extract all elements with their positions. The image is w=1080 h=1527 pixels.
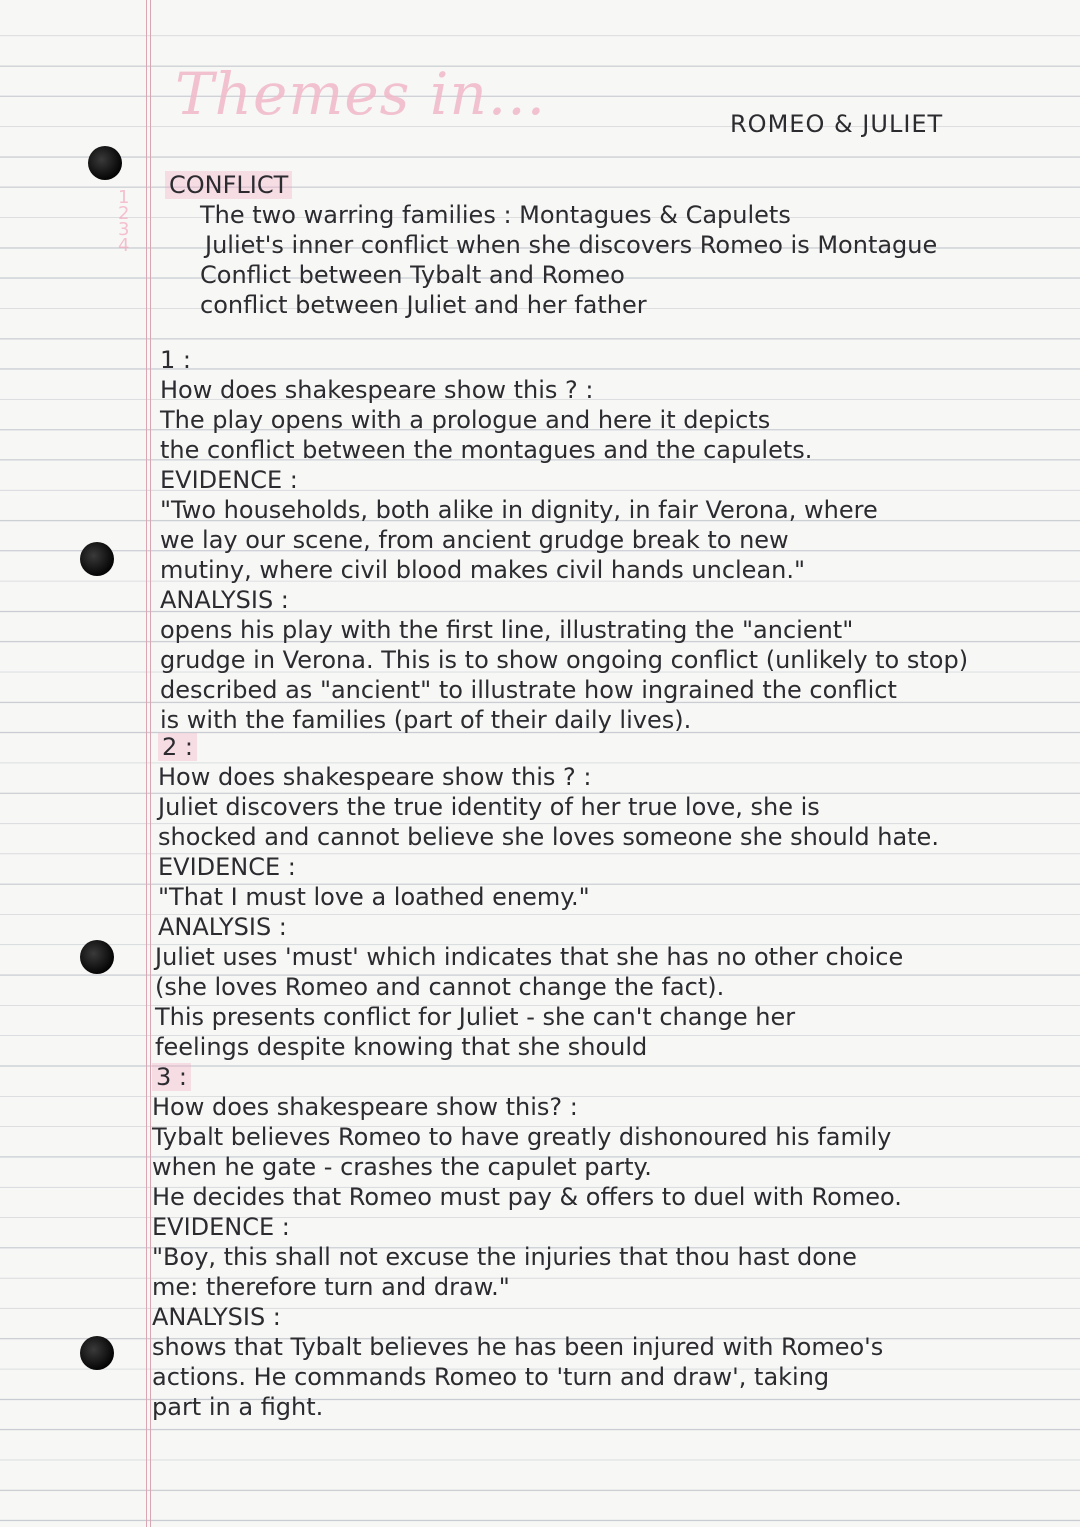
conflict-point: Conflict between Tybalt and Romeo — [200, 261, 625, 289]
conflict-heading: CONFLICT — [165, 170, 292, 200]
section-number: 1 : — [160, 346, 191, 374]
section-text: when he gate - crashes the capulet party. — [152, 1153, 652, 1181]
section-text: He decides that Romeo must pay & offers to duel with Romeo. — [152, 1183, 902, 1211]
conflict-point: Juliet's inner conflict when she discovers Romeo is Montague — [205, 231, 938, 259]
section-number: 3 : — [152, 1062, 191, 1092]
conflict-point: conflict between Juliet and her father — [200, 291, 647, 319]
conflict-point: The two warring families : Montagues & Capulets — [200, 201, 791, 229]
section-number: 2 : — [158, 732, 197, 762]
section-text: the conflict between the montagues and the capulets. — [160, 436, 813, 464]
analysis-text: (she loves Romeo and cannot change the fact). — [155, 973, 725, 1001]
analysis-text: opens his play with the first line, illustrating the "ancient" — [160, 616, 854, 644]
section-question: How does shakespeare show this ? : — [158, 763, 592, 791]
margin-numbers: 1 2 3 4 — [118, 187, 130, 256]
punch-hole — [80, 940, 114, 974]
page-title: ROMEO & JULIET — [730, 110, 944, 138]
analysis-label: ANALYSIS : — [152, 1303, 281, 1331]
evidence-quote: me: therefore turn and draw." — [152, 1273, 510, 1301]
section-text: shocked and cannot believe she loves someone she should hate. — [158, 823, 939, 851]
evidence-quote: "That I must love a loathed enemy." — [158, 883, 590, 911]
evidence-quote: "Boy, this shall not excuse the injuries that thou hast done — [152, 1243, 857, 1271]
margin-line-right — [150, 0, 151, 1527]
section-question: How does shakespeare show this ? : — [160, 376, 594, 404]
analysis-text: is with the families (part of their daily lives). — [160, 706, 692, 734]
section-question: How does shakespeare show this? : — [152, 1093, 578, 1121]
evidence-label: EVIDENCE : — [160, 466, 298, 494]
analysis-text: actions. He commands Romeo to 'turn and draw', taking — [152, 1363, 830, 1391]
analysis-text: described as "ancient" to illustrate how ingrained the conflict — [160, 676, 897, 704]
analysis-text: shows that Tybalt believes he has been injured with Romeo's — [152, 1333, 884, 1361]
evidence-quote: mutiny, where civil blood makes civil hands unclean." — [160, 556, 806, 584]
section-text: Tybalt believes Romeo to have greatly dishonoured his family — [152, 1123, 892, 1151]
analysis-text: part in a fight. — [152, 1393, 324, 1421]
analysis-text: grudge in Verona. This is to show ongoing conflict (unlikely to stop) — [160, 646, 969, 674]
punch-hole — [80, 1336, 114, 1370]
analysis-text: This presents conflict for Juliet - she can't change her — [155, 1003, 796, 1031]
evidence-label: EVIDENCE : — [158, 853, 296, 881]
margin-line-left — [146, 0, 147, 1527]
section-text: Juliet discovers the true identity of her true love, she is — [158, 793, 820, 821]
analysis-text: feelings despite knowing that she should — [155, 1033, 648, 1061]
evidence-label: EVIDENCE : — [152, 1213, 290, 1241]
analysis-text: Juliet uses 'must' which indicates that she has no other choice — [155, 943, 904, 971]
punch-hole — [80, 542, 114, 576]
evidence-quote: we lay our scene, from ancient grudge break to new — [160, 526, 789, 554]
analysis-label: ANALYSIS : — [158, 913, 287, 941]
punch-hole — [88, 146, 122, 180]
analysis-label: ANALYSIS : — [160, 586, 289, 614]
page-title-script: Themes in... — [175, 60, 547, 128]
section-text: The play opens with a prologue and here it depicts — [160, 406, 771, 434]
evidence-quote: "Two households, both alike in dignity, in fair Verona, where — [160, 496, 878, 524]
